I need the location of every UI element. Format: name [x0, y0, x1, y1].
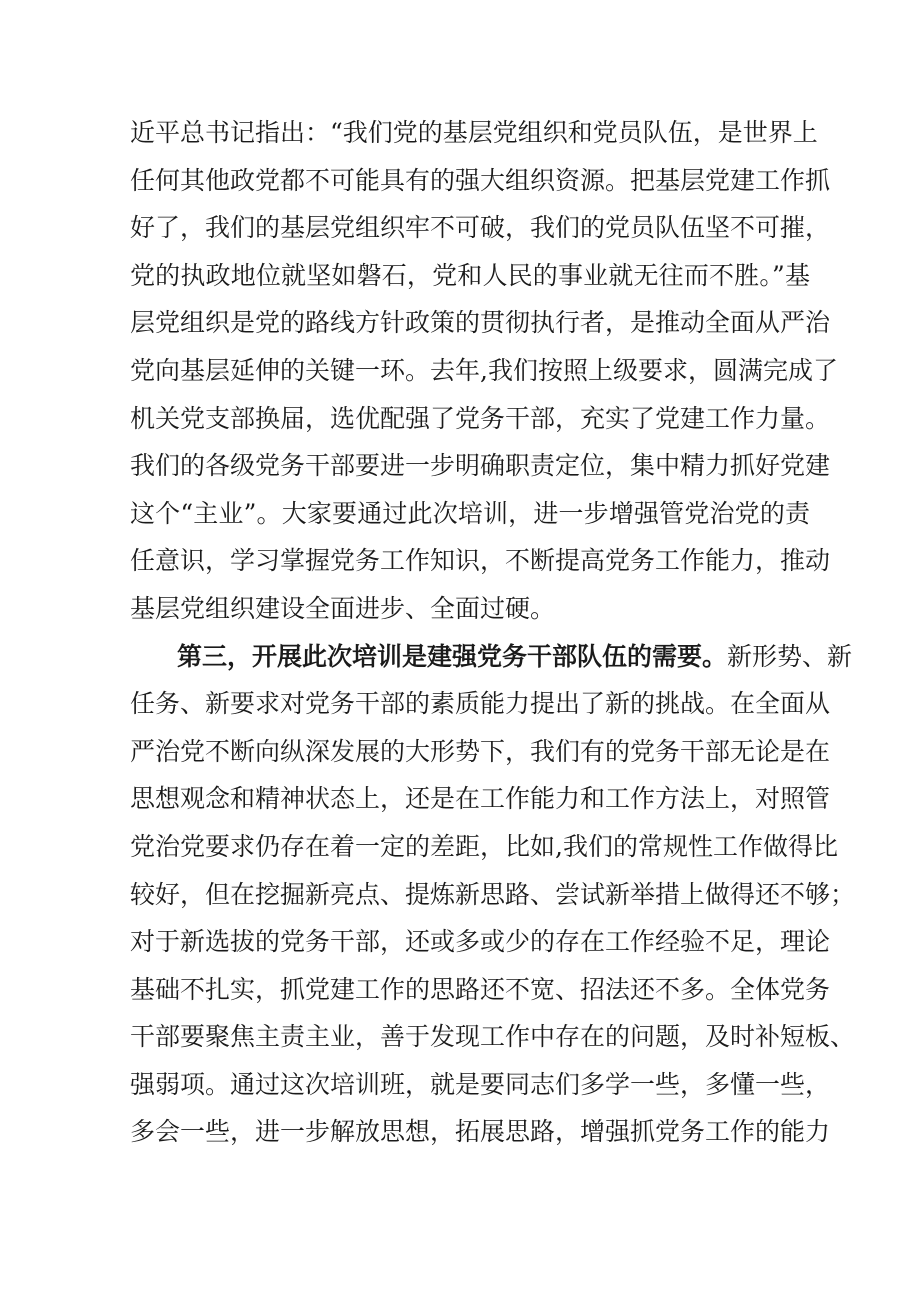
text-line: 思想观念和精神状态上，还是在工作能力和工作方法上，对照管	[130, 784, 831, 814]
text-line: 任意识，学习掌握党务工作知识，不断提高党务工作能力，推动	[130, 546, 831, 576]
text-line: 党向基层延伸的关键一环。去年,我们按照上级要求，圆满完成了	[130, 355, 838, 385]
text-line: 任何其他政党都不可能具有的强大组织资源。把基层党建工作抓	[130, 165, 831, 195]
text-line: 我们的各级党务干部要进一步明确职责定位，集中精力抓好党建	[130, 451, 831, 481]
text-line: 党治党要求仍存在着一定的差距，比如,我们的常规性工作做得比	[130, 831, 838, 861]
text-line: 多会一些，进一步解放思想，拓展思路，增强抓党务工作的能力	[130, 1117, 831, 1147]
section-three-text: 新形势、新	[727, 641, 853, 671]
text-line: 强弱项。通过这次培训班，就是要同志们多学一些，多懂一些，	[130, 1069, 831, 1099]
text-line: 任务、新要求对党务干部的素质能力提出了新的挑战。在全面从	[130, 689, 831, 719]
text-line: 近平总书记指出：“我们党的基层党组织和党员队伍，是世界上	[130, 118, 818, 147]
section-three-heading-line	[130, 638, 853, 686]
text-line-paragraph-end: 基层党组织建设全面进步、全面过硬。	[130, 593, 556, 623]
text-line: 严治党不断向纵深发展的大形势下，我们有的党务干部无论是在	[130, 736, 831, 766]
text-line: 层党组织是党的路线方针政策的贯彻执行者，是推动全面从严治	[130, 308, 831, 338]
section-three-heading: 第三，开展此次培训是建强党务干部队伍的需要。	[177, 641, 728, 671]
text-line: 较好，但在挖掘新亮点、提炼新思路、尝试新举措上做得还不够；	[130, 879, 856, 909]
body-text	[130, 114, 856, 1161]
text-line: 好了，我们的基层党组织牢不可破，我们的党员队伍坚不可摧，	[130, 213, 831, 243]
text-line: 对于新选拔的党务干部，还或多或少的存在工作经验不足，理论	[130, 927, 831, 957]
text-line: 基础不扎实，抓党建工作的思路还不宽、招法还不多。全体党务	[130, 974, 831, 1004]
text-line: 干部要聚焦主责主业，善于发现工作中存在的问题，及时补短板、	[130, 1022, 856, 1052]
text-line: 这个“主业”。大家要通过此次培训，进一步增强管党治党的责	[130, 498, 810, 528]
text-line: 机关党支部换届，选优配强了党务干部，充实了党建工作力量。	[130, 403, 831, 433]
text-line: 党的执政地位就坚如磐石，党和人民的事业就无往而不胜。”基	[130, 260, 810, 290]
